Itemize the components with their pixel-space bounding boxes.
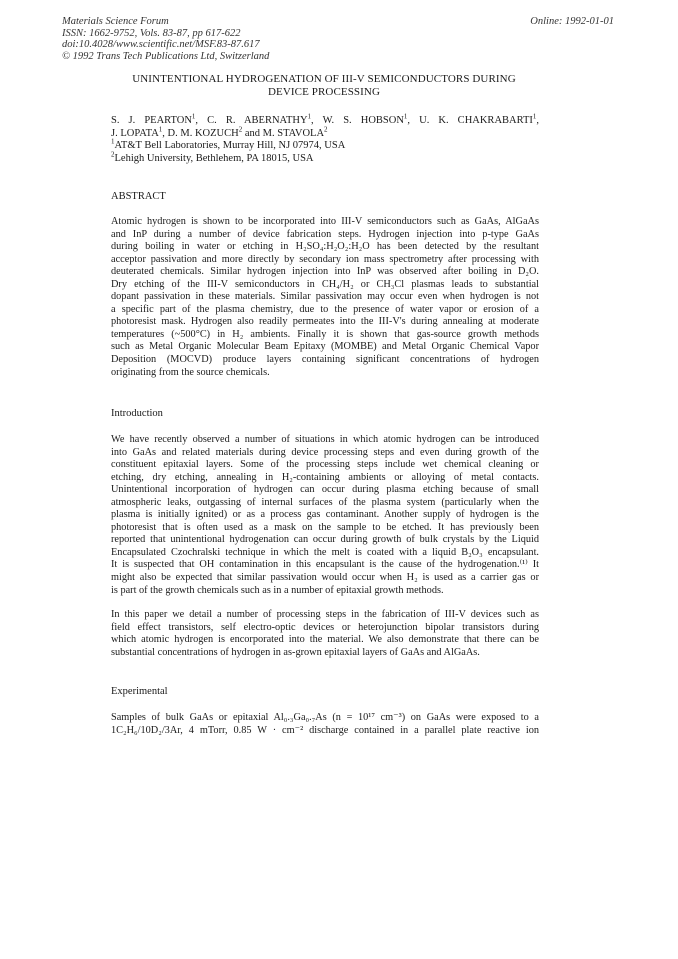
text-line: a specific part of the plasma chemistry, due to the presence of water vapor or erosion of a <box>111 303 539 315</box>
text-line: Samples of bulk GaAs or epitaxial Al₀.₃Ga₀.₇As (n = 10¹⁷ cm⁻³) on GaAs were exposed to a <box>111 712 539 723</box>
title-line-2: DEVICE PROCESSING <box>267 86 381 98</box>
text-line: photoresist mask. Hydrogen also readily permeates into the III-V's during annealing at moderate <box>111 316 539 328</box>
text-line: In this paper we detail a number of processing steps in the fabrication of III-V devices such as <box>111 609 539 620</box>
text-line: is part of the growth chemicals such as in a number of epitaxial growth methods. <box>111 584 444 596</box>
text-line: which atomic hydrogen is encorporated into the material. We also demonstrate that there can be <box>111 634 539 646</box>
text-line: deuterated chemicals. Similar hydrogen injection into InP was observed after boiling in D₂O. <box>111 266 539 278</box>
issn-line: ISSN: 1662-9752, Vols. 83-87, pp 617-622 <box>62 27 241 39</box>
text-line: Unintentional incorporation of hydrogen can occur during plasma etching because of small <box>111 484 539 496</box>
journal-header <box>62 16 269 62</box>
text-line: might also be expected that similar passivation would occur when H₂ is used as a carrier gas or <box>111 572 539 584</box>
text-line: field effect transistors, self electro-optic devices or heterojunction bipolar transistors during <box>111 621 539 633</box>
author-name: U. K. CHAKRABARTI <box>419 115 533 126</box>
author-block <box>111 112 540 165</box>
introduction-paragraph-2 <box>111 609 539 659</box>
text-line: originating from the source chemicals. <box>111 366 270 378</box>
text-line: acceptor passivation and more directly by secondary ion mass spectrometry after processing with <box>111 253 539 265</box>
affiliation-1: $^1$AT&T Bell Laboratories, Murray Hill, NJ 07974, USA <box>111 137 346 151</box>
author-name: C. R. ABERNATHY <box>207 115 308 126</box>
authors-line-1: S. J. PEARTON$^1$, C. R. ABERNATHY$^1$, W. S. HOBSON$^1$, U. K. CHAKRABARTI$^1$, <box>111 112 540 126</box>
experimental-paragraph <box>111 712 539 737</box>
text-line: temperatures (~500°C) in H₂ ambients. Finally it is shown that gas-source growth methods <box>111 328 539 340</box>
text-line: during boiling in water or etching in H₂SO₄:H₂O₂:H₂O has been detected by the resultant <box>111 241 539 253</box>
abstract-heading: ABSTRACT <box>111 191 166 202</box>
text-line: plasma is initially ignited) or as a process gas contaminant. Another supply of hydrogen is the <box>111 509 539 521</box>
author-name: M. STAVOLA <box>262 127 325 139</box>
online-date: Online: 1992-01-01 <box>530 16 614 27</box>
title-line-1: UNINTENTIONAL HYDROGENATION OF III-V SEMICONDUCTORS DURING <box>132 73 516 85</box>
author-name: W. S. HOBSON <box>322 115 404 126</box>
author-name: J. LOPATA <box>111 127 159 139</box>
text-line: substantial concentrations of hydrogen in as-grown epitaxial layers of GaAs and AlGaAs. <box>111 646 480 658</box>
text-line: Atomic hydrogen is shown to be incorporated into III-V semiconductors such as GaAs, AlGaAs <box>111 216 539 227</box>
introduction-paragraph-1 <box>111 434 539 597</box>
text-line: Deposition (MOCVD) produce layers containing significant concentrations of hydrogen <box>111 354 539 366</box>
text-line: constituent epitaxial layers. Some of the processing steps include wet chemical cleaning or <box>111 459 539 471</box>
doi-link[interactable]: doi:10.4028/www.scientific.net/MSF.83-87.617 <box>62 39 260 50</box>
text-line: We have recently observed a number of situations in which atomic hydrogen can be introduced <box>111 434 539 445</box>
text-line: Encapsulated Czochralski technique in which the melt is coated with a liquid B₂O₃ encapsulant. <box>111 546 539 558</box>
journal-name: Materials Science Forum <box>62 16 169 27</box>
text-line: Dry etching of the III-V semiconductors in CH₄/H₂ or CH₃Cl plasmas leads to substantial <box>111 278 539 290</box>
text-line: etching, dry etching, annealing in H₂-containing ambients or alloying of metal contacts. <box>111 471 539 483</box>
text-line: 1C₂H₆/10D₂/3Ar, 4 mTorr, 0.85 W · cm⁻² discharge contained in a parallel plate reactive ion <box>111 724 539 736</box>
authors-line-2: J. LOPATA$^1$, D. M. KOZUCH$^2$ and M. STAVOLA$^2$ <box>111 125 328 139</box>
author-name: D. M. KOZUCH <box>167 127 239 139</box>
text-line: It is suspected that OH contamination in this encapsulant is the cause of the hydrogenation.⁽¹⁾ It <box>111 559 539 571</box>
text-line: reported that unintentional hydrogenation can occur during growth of bulk crystals by the Liquid <box>111 534 539 546</box>
abstract-text <box>111 216 539 379</box>
copyright-line: © 1992 Trans Tech Publications Ltd, Switzerland <box>62 50 270 62</box>
text-line: atmospheric leaks, outgassing of internal surfaces of the plasma system (particularly when the <box>111 496 539 508</box>
experimental-heading: Experimental <box>111 686 168 697</box>
affiliation-2: $^2$Lehigh University, Bethlehem, PA 18015, USA <box>111 150 314 164</box>
introduction-heading: Introduction <box>111 408 163 419</box>
text-line: dopant passivation in these materials. Similar passivation may occur even when hydrogen is not <box>111 291 539 303</box>
text-line: photoresist that is often used as a mask on the sample to be etched. It has previously been <box>111 521 539 533</box>
paper-title <box>110 73 538 99</box>
text-line: into GaAs and related materials during device processing steps and even during growth of the <box>111 446 539 458</box>
author-name: S. J. PEARTON <box>111 115 192 126</box>
text-line: and InP during a number of device fabrication steps. Hydrogen injection into p-type GaAs <box>111 228 539 240</box>
text-line: such as Metal Organic Molecular Beam Epitaxy (MOMBE) and Metal Organic Chemical Vapor <box>111 341 539 353</box>
